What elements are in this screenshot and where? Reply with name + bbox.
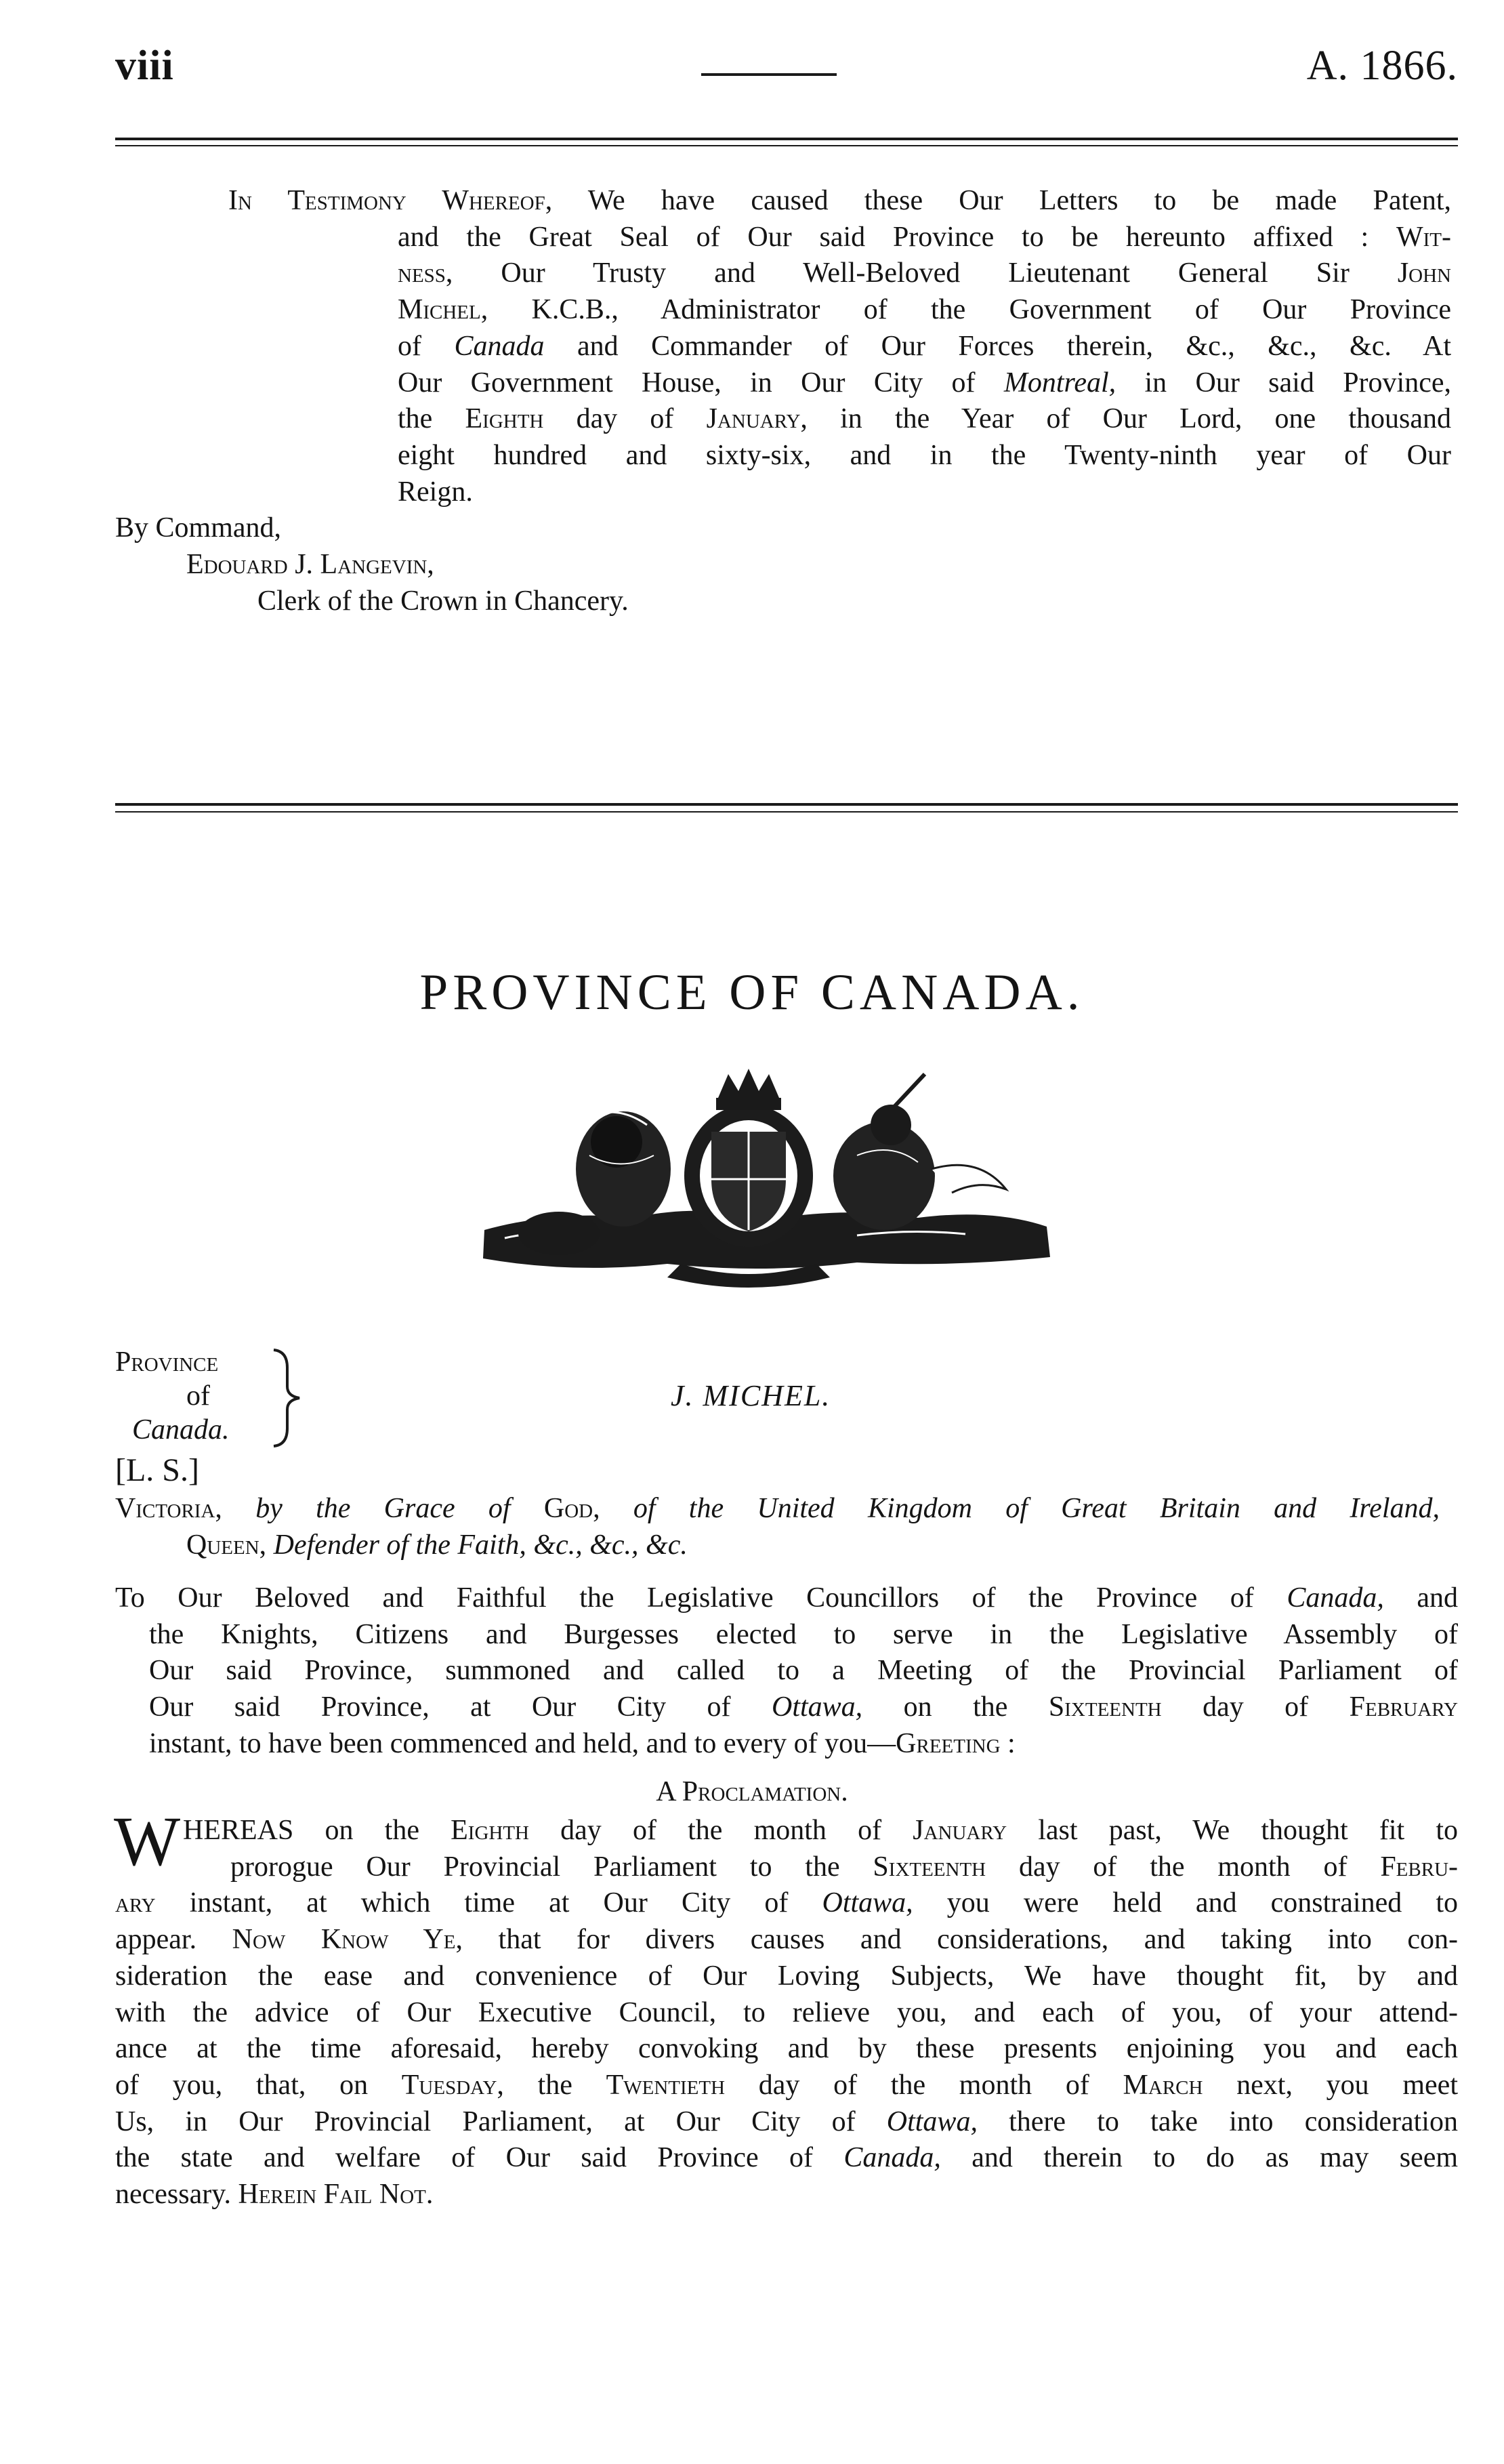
text-line bbox=[115, 2031, 1458, 2068]
text-run: instant, to have been commenced and held, and to every of you— bbox=[149, 1727, 896, 1759]
text-run: next, you meet bbox=[1203, 2069, 1458, 2101]
text-run: there to take into consideration bbox=[977, 2106, 1458, 2137]
text-run: We have caused these Our Letters to be made Patent, bbox=[552, 185, 1451, 216]
italic-text: Defender of the Faith, &c., &c., &c. bbox=[266, 1529, 688, 1561]
small-caps-text: Sixteenth bbox=[1048, 1691, 1162, 1723]
section-double-rule-bottom bbox=[115, 811, 1458, 813]
proclamation-heading: PROVINCE OF CANADA. bbox=[419, 964, 1085, 1021]
text-line bbox=[149, 1617, 1458, 1654]
text-run: eight hundred and sixty-six, and in the Twenty-ninth year of Our bbox=[398, 439, 1451, 471]
text-run: day of the month of bbox=[986, 1851, 1381, 1883]
text-run: day of the month of bbox=[725, 2069, 1123, 2101]
header-double-rule-top bbox=[115, 138, 1458, 140]
page-number: viii bbox=[115, 43, 174, 89]
italic-text: Canada, bbox=[1287, 1582, 1384, 1614]
text-run: of bbox=[398, 330, 455, 362]
text-line bbox=[115, 1995, 1458, 2032]
text-line bbox=[115, 1580, 1458, 1617]
text-line bbox=[115, 1958, 1458, 1995]
small-caps-text: Eighth bbox=[451, 1815, 529, 1846]
text-line bbox=[398, 292, 1451, 329]
italic-text: Ottawa, bbox=[886, 2106, 978, 2137]
italic-text: Ottawa, bbox=[772, 1691, 863, 1723]
text-line bbox=[398, 255, 1451, 292]
proclamation-body-paragraph bbox=[115, 1813, 1458, 2213]
royal-coat-of-arms-image bbox=[478, 1061, 1053, 1298]
text-run: and the Great Seal of Our said Province to be hereunto affixed : bbox=[398, 221, 1396, 253]
text-run: of you, that, on bbox=[115, 2069, 402, 2101]
italic-text: Montreal, bbox=[1003, 367, 1116, 398]
small-caps-text: John bbox=[1397, 258, 1451, 289]
text-line bbox=[115, 2177, 1458, 2213]
italic-text: Canada bbox=[454, 330, 545, 362]
by-command-text: By Command, bbox=[115, 512, 282, 543]
small-caps-text: Febru- bbox=[1380, 1851, 1458, 1883]
text-run: in Our said Province, bbox=[1116, 367, 1451, 398]
italic-text: of the United Kingdom of Great Britain and Ireland, bbox=[600, 1493, 1440, 1524]
text-run: you were held and constrained to bbox=[913, 1887, 1458, 1919]
text-run: prorogue Our Provincial Parliament to the bbox=[230, 1851, 873, 1883]
text-line bbox=[115, 2104, 1458, 2141]
text-run: ance at the time aforesaid, hereby convoking and by these presents enjoining you and each bbox=[115, 2033, 1458, 2065]
signatory-name: Edouard J. Langevin, bbox=[186, 549, 434, 580]
small-caps-text: Tuesday, bbox=[401, 2069, 504, 2101]
text-line bbox=[398, 438, 1451, 474]
text-run: Our said Province, at Our City of bbox=[149, 1691, 772, 1723]
small-caps-text: ary bbox=[115, 1887, 156, 1919]
text-run: instant, at which time at Our City of bbox=[155, 1887, 822, 1919]
text-line bbox=[230, 1849, 1458, 1886]
text-run: Our said Province, summoned and called to a Meeting of the Provincial Parliament of bbox=[149, 1655, 1458, 1687]
small-caps-text: Michel, bbox=[398, 294, 488, 326]
text-line bbox=[398, 474, 1451, 511]
text-run: HEREAS on the bbox=[183, 1815, 451, 1846]
text-run: Our Government House, in Our City of bbox=[398, 367, 1004, 398]
small-caps-text: Herein Fail Not. bbox=[238, 2179, 434, 2211]
small-caps-text: Wit- bbox=[1396, 221, 1451, 253]
text-run: the bbox=[503, 2069, 606, 2101]
text-run: and Commander of Our Forces therein, &c., &c., &c. At bbox=[544, 330, 1451, 362]
side-brace-icon bbox=[270, 1347, 304, 1452]
text-line bbox=[398, 401, 1451, 438]
text-line bbox=[115, 2140, 1458, 2177]
small-caps-text: March bbox=[1123, 2069, 1203, 2101]
seal-label: [L. S.] bbox=[115, 1452, 199, 1488]
address-paragraph bbox=[115, 1580, 1458, 1763]
governor-name: J. MICHEL. bbox=[671, 1379, 831, 1412]
text-run: day of the month of bbox=[529, 1815, 913, 1846]
text-line bbox=[115, 2068, 1458, 2104]
italic-text: Ottawa, bbox=[822, 1887, 913, 1919]
text-run: and bbox=[1383, 1582, 1458, 1614]
text-run: necessary. bbox=[115, 2179, 238, 2211]
text-line bbox=[183, 1813, 1458, 1849]
text-line bbox=[149, 1653, 1458, 1689]
italic-text: Canada, bbox=[843, 2142, 941, 2174]
side-province-label: Province bbox=[115, 1347, 219, 1378]
text-run: the state and welfare of Our said Province of bbox=[115, 2142, 844, 2174]
text-line bbox=[115, 1885, 1458, 1922]
text-line bbox=[398, 365, 1451, 402]
italic-text: by the Grace of bbox=[222, 1493, 544, 1524]
text-line bbox=[398, 220, 1451, 256]
text-run: Us, in Our Provincial Parliament, at Our City of bbox=[115, 2106, 887, 2137]
header-double-rule-bottom bbox=[115, 145, 1458, 146]
side-of-label: of bbox=[186, 1380, 210, 1412]
text-line bbox=[186, 1527, 1440, 1564]
signatory-title: Clerk of the Crown in Chancery. bbox=[257, 586, 629, 617]
text-line bbox=[228, 183, 1451, 220]
small-caps-text: Twentieth bbox=[606, 2069, 726, 2101]
text-run: on the bbox=[862, 1691, 1049, 1723]
text-line bbox=[149, 1726, 1458, 1763]
text-line bbox=[115, 1922, 1458, 1958]
small-caps-text: Victoria, bbox=[115, 1493, 222, 1524]
small-caps-text: February bbox=[1349, 1691, 1458, 1723]
small-caps-text: Queen, bbox=[186, 1529, 267, 1561]
text-run: the Knights, Citizens and Burgesses elected to serve in the Legislative Assembly of bbox=[149, 1618, 1458, 1650]
small-caps-text: Eighth bbox=[465, 403, 544, 435]
drop-cap: W bbox=[114, 1803, 181, 1881]
text-run: day of bbox=[543, 403, 707, 435]
small-caps-text: Sixteenth bbox=[873, 1851, 986, 1883]
small-caps-text: Now Know Ye, bbox=[232, 1924, 463, 1956]
small-caps-text: God, bbox=[543, 1493, 600, 1524]
text-run: and therein to do as may seem bbox=[940, 2142, 1459, 2174]
header-center-rule bbox=[701, 73, 837, 76]
text-line bbox=[398, 329, 1451, 365]
side-canada-label: Canada. bbox=[132, 1414, 230, 1445]
text-run: last past, We thought fit to bbox=[1007, 1815, 1458, 1846]
text-run: that for divers causes and considerations, and taking into con- bbox=[462, 1924, 1459, 1956]
small-caps-text: Greeting bbox=[896, 1727, 1001, 1759]
section-double-rule-top bbox=[115, 803, 1458, 806]
small-caps-text: In Testimony Whereof, bbox=[228, 185, 553, 216]
text-run: appear. bbox=[115, 1924, 232, 1956]
text-run: in the Year of Our Lord, one thousand bbox=[807, 403, 1452, 435]
small-caps-text: ness, bbox=[398, 258, 453, 289]
text-run: day of bbox=[1161, 1691, 1350, 1723]
page-year: A. 1866. bbox=[1306, 43, 1458, 89]
text-line bbox=[149, 1689, 1458, 1726]
text-run: the bbox=[398, 403, 465, 435]
text-run: with the advice of Our Executive Council, to relieve you, and each of you, of your attend- bbox=[115, 1996, 1458, 2028]
text-line bbox=[115, 1491, 1440, 1527]
text-run: : bbox=[1000, 1727, 1016, 1759]
text-run: K.C.B., Administrator of the Government of Our Province bbox=[488, 294, 1451, 326]
small-caps-text: January bbox=[913, 1815, 1007, 1846]
royal-style-paragraph bbox=[115, 1491, 1440, 1563]
testimony-paragraph bbox=[228, 183, 1451, 510]
text-run: Our Trusty and Well-Beloved Lieutenant General Sir bbox=[453, 258, 1398, 289]
text-run: sideration the ease and convenience of Our Loving Subjects, We have thought fit, by and bbox=[115, 1960, 1458, 1992]
small-caps-text: January, bbox=[706, 403, 808, 435]
proclamation-section-title: A Proclamation. bbox=[656, 1776, 848, 1807]
text-run: To Our Beloved and Faithful the Legislative Councillors of the Province of bbox=[115, 1582, 1287, 1614]
text-run: Reign. bbox=[398, 476, 473, 508]
